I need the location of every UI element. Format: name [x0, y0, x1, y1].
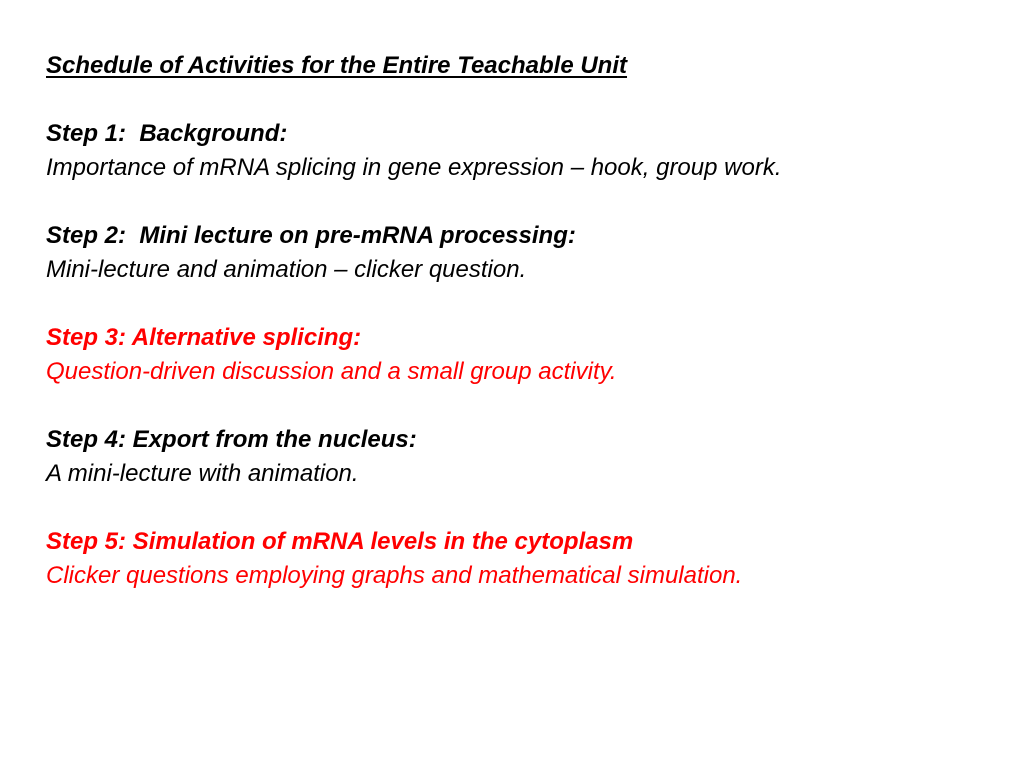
step-description: A mini-lecture with animation.	[46, 460, 359, 487]
step-heading: Step 1: Background:	[46, 120, 288, 147]
step-description: Question-driven discussion and a small group activity.	[46, 358, 617, 385]
step-5	[46, 525, 1006, 593]
step-1	[46, 117, 1006, 185]
step-3	[46, 321, 1006, 389]
step-heading: Step 2: Mini lecture on pre-mRNA processing:	[46, 222, 576, 249]
step-2	[46, 219, 1006, 287]
step-description: Mini-lecture and animation – clicker question.	[46, 256, 527, 283]
step-description: Clicker questions employing graphs and mathematical simulation.	[46, 562, 743, 589]
step-4	[46, 423, 1006, 491]
slide-content	[46, 49, 1006, 593]
step-heading: Step 4: Export from the nucleus:	[46, 426, 417, 453]
step-heading: Step 3: Alternative splicing:	[46, 324, 362, 351]
step-heading: Step 5: Simulation of mRNA levels in the cytoplasm	[46, 528, 634, 555]
slide-title: Schedule of Activities for the Entire Teachable Unit	[46, 52, 628, 79]
step-description: Importance of mRNA splicing in gene expression – hook, group work.	[46, 154, 782, 181]
